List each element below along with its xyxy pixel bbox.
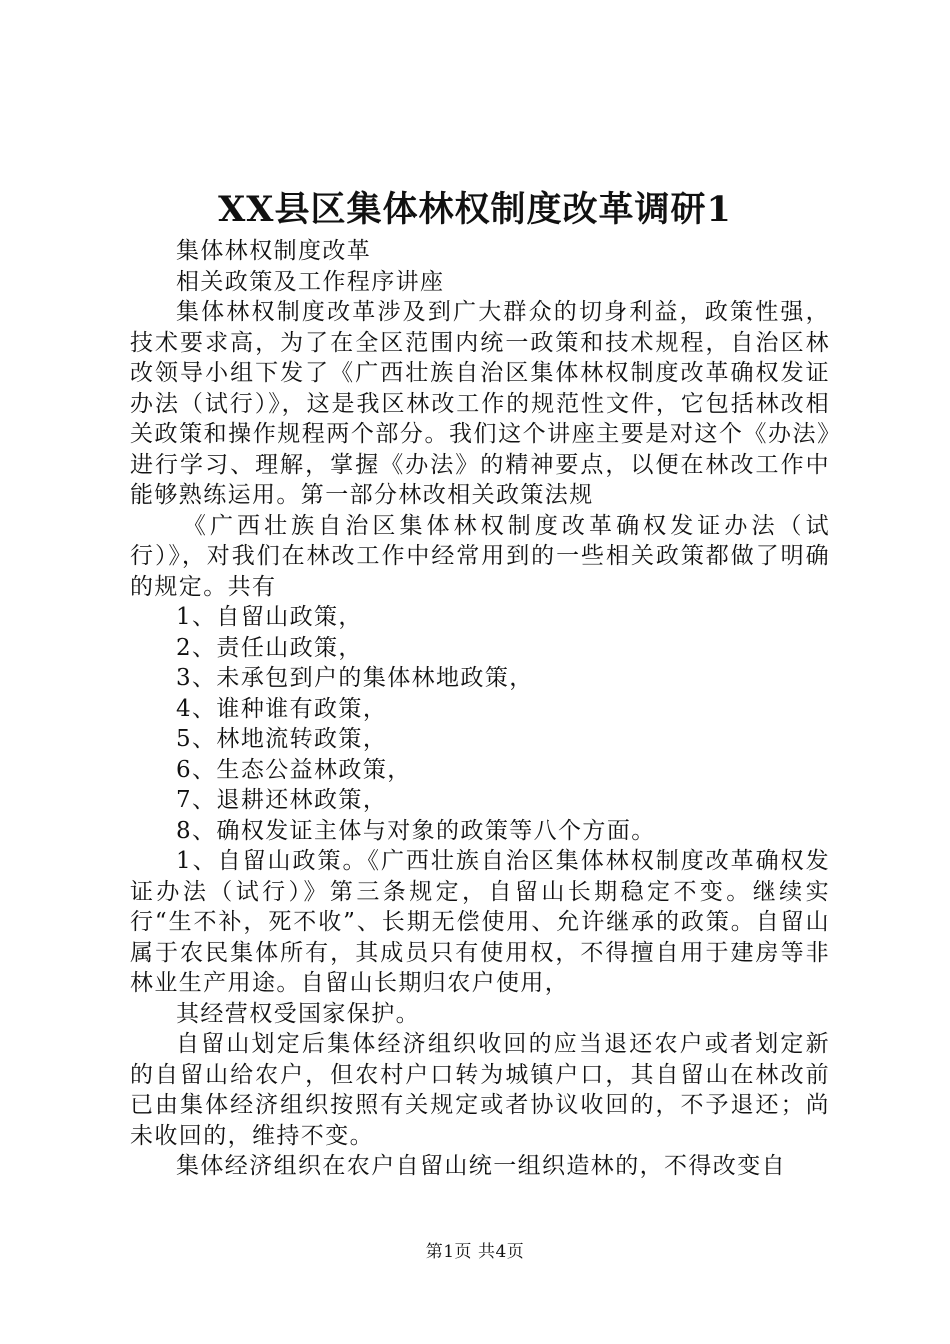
paragraph: 《广西壮族自治区集体林权制度改革确权发证办法（试行）》，对我们在林改工作中经常用到的一些相关政策都做了明确的规定。共有 [130, 512, 830, 600]
list-item: 5、林地流转政策， [176, 726, 388, 752]
page-footer: 第1页 共4页 [425, 1242, 525, 1262]
paragraph: 其经营权受国家保护。 [176, 1000, 420, 1027]
list-item: 3、未承包到户的集体林地政策， [176, 665, 534, 691]
list-item: 7、退耕还林政策， [176, 787, 388, 813]
paragraph: 自留山划定后集体经济组织收回的应当退还农户或者划定新的自留山给农户，但农村户口转为城镇户口，其自留山在林改前已由集体经济组织按照有关规定或者协议收回的，不予退还；尚未收回的，维持不变。 [130, 1031, 830, 1149]
document-title: XX县区集体林权制度改革调研1 [218, 189, 732, 230]
list-item: 2、责任山政策， [176, 634, 363, 661]
paragraph: 相关政策及工作程序讲座 [176, 268, 445, 295]
document-body [130, 236, 830, 1182]
paragraph: 集体林权制度改革 [176, 238, 372, 264]
paragraph: 1、自留山政策。《广西壮族自治区集体林权制度改革确权发证办法（试行）》第三条规定，自留山长期稳定不变。继续实行“生不补，死不收”、长期无偿使用、允许继承的政策。自留山属于农民集体所有，其成员只有使用权，不得擅自用于建房等非林业生产用途。自留山长期归农户使用， [130, 848, 830, 996]
list-item: 6、生态公益林政策， [176, 756, 412, 783]
list-item: 8、确权发证主体与对象的政策等八个方面。 [176, 817, 656, 844]
paragraph: 集体经济组织在农户自留山统一组织造林的，不得改变自 [176, 1153, 786, 1179]
list-item: 4、谁种谁有政策， [176, 695, 388, 722]
paragraph: 集体林权制度改革涉及到广大群众的切身利益，政策性强，技术要求高，为了在全区范围内统一政策和技术规程，自治区林改领导小组下发了《广西壮族自治区集体林权制度改革确权发证办法（试行）》，这是我区林改工作的规范性文件，它包括林改相关政策和操作规程两个部分。我们这个讲座主要是对这个《办法》进行学习、理解，掌握《办法》的精神要点，以便在林改工作中能够熟练运用。第一部分林改相关政策法规 [130, 299, 830, 508]
list-item: 1、自留山政策， [176, 604, 363, 630]
